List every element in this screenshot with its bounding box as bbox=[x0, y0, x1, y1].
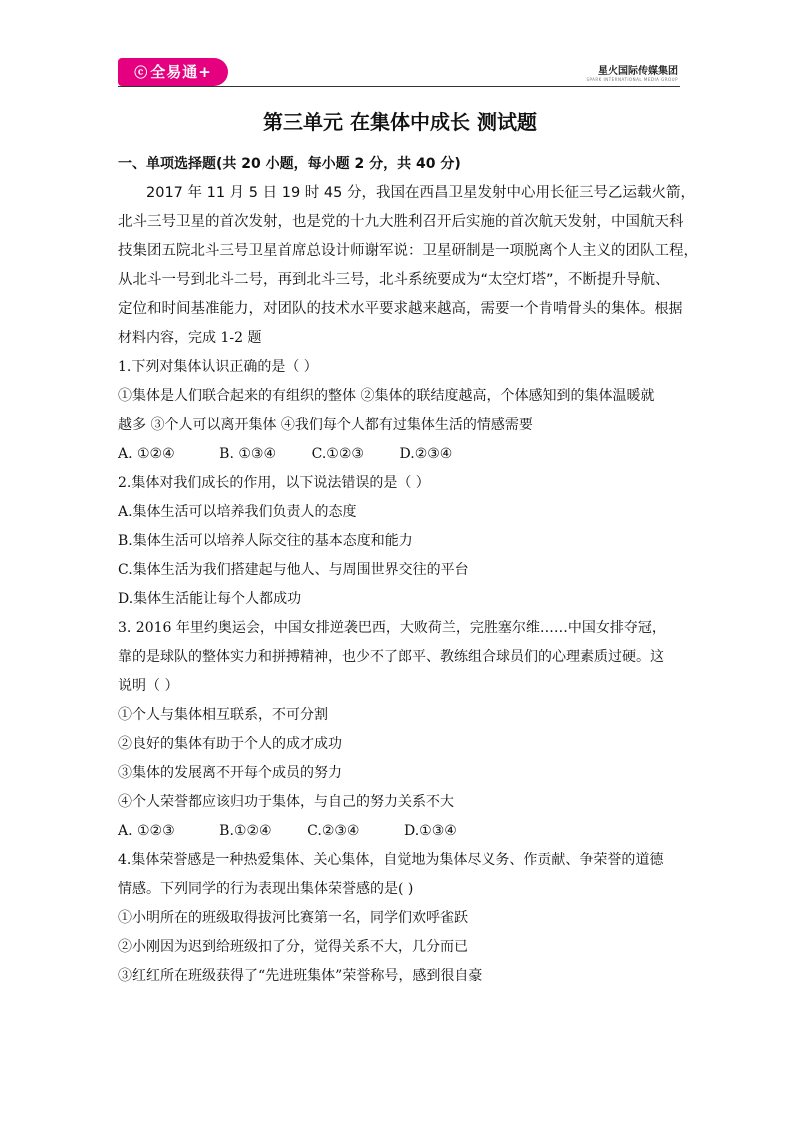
question-3-statement: ③集体的发展离不开每个成员的努力 bbox=[118, 765, 342, 781]
question-3-statement: ②良好的集体有助于个人的成才成功 bbox=[118, 736, 342, 752]
question-3-options: A. ①②③ B.①②④ C.②③④ D.①③④ bbox=[118, 823, 457, 839]
passage-line: 技集团五院北斗三号卫星首席总设计师谢军说：卫星研制是一项脱离个人主义的团队工程， bbox=[118, 243, 698, 259]
question-3-statement: ④个人荣誉都应该归功于集体，与自己的努力关系不大 bbox=[118, 794, 454, 810]
question-1-statements: ①集体是人们联合起来的有组织的整体 ②集体的联结度越高，个体感知到的集体温暖就 bbox=[118, 388, 655, 404]
passage-line-text: 定位和时间基准能力，对团队的技术水平要求越来越高，需要一个肯啃骨头的集体。 bbox=[118, 301, 655, 317]
page-header bbox=[0, 0, 800, 90]
passage-line-tail: 根据 bbox=[654, 301, 683, 317]
publisher-block bbox=[586, 62, 678, 82]
question-2-option-b: B.集体生活可以培养人际交往的基本态度和能力 bbox=[118, 533, 413, 549]
logo-swirl-icon: ⓒ bbox=[134, 66, 149, 81]
question-3: 3. 2016 年里约奥运会，中国女排逆袭巴西，大败荷兰，完胜塞尔维……中国女排夺冠， bbox=[118, 620, 666, 636]
question-2-option-c: C.集体生活为我们搭建起与他人、与周围世界交往的平台 bbox=[118, 562, 469, 578]
question-1-options: A. ①②④ B. ①③④ C.①②③ D.②③④ bbox=[118, 446, 453, 462]
document-body bbox=[118, 150, 698, 991]
question-4-statement: ①小明所在的班级取得拔河比赛第一名，同学们欢呼雀跃 bbox=[118, 910, 468, 926]
question-2-option-a: A.集体生活可以培养我们负责人的态度 bbox=[118, 504, 357, 520]
passage-line bbox=[118, 295, 684, 324]
question-2-option-d: D.集体生活能让每个人都成功 bbox=[118, 591, 302, 607]
question-4: 情感。下列同学的行为表现出集体荣誉感的是( ) bbox=[118, 881, 414, 897]
passage-line: 从北斗一号到北斗二号，再到北斗三号，北斗系统要成为“太空灯塔”，不断提升导航、 bbox=[118, 272, 670, 288]
question-1-statements: 越多 ③个人可以离开集体 ④我们每个人都有过集体生活的情感需要 bbox=[118, 417, 533, 433]
publisher-name: 星火国际传媒集团 bbox=[598, 66, 678, 77]
section-heading: 一、单项选择题(共 20 小题，每小题 2 分，共 40 分) bbox=[118, 156, 461, 172]
question-3: 靠的是球队的整体实力和拼搏精神，也少不了郎平、教练组合球员们的心理素质过硬。这 bbox=[118, 649, 664, 665]
question-4-statement: ③红红所在班级获得了“先进班集体”荣誉称号，感到很自豪 bbox=[118, 968, 483, 984]
logo-text: 全易通 bbox=[150, 63, 199, 81]
question-2: 2.集体对我们成长的作用，以下说法错误的是（ ） bbox=[118, 475, 430, 491]
question-3-statement: ①个人与集体相互联系，不可分割 bbox=[118, 707, 328, 723]
passage-line: 2017 年 11 月 5 日 19 时 45 分，我国在西昌卫星发射中心用长征三号乙运载火箭， bbox=[146, 185, 695, 201]
question-3: 说明（ ） bbox=[118, 678, 179, 694]
question-1: 1.下列对集体认识正确的是（ ） bbox=[118, 359, 318, 375]
question-4-statement: ②小刚因为迟到给班级扣了分，觉得关系不大，几分而已 bbox=[118, 939, 468, 955]
brand-logo bbox=[118, 58, 228, 86]
passage-line: 北斗三号卫星的首次发射，也是党的十九大胜利召开后实施的首次航天发射，中国航天科 bbox=[118, 214, 684, 230]
logo-plus: + bbox=[198, 63, 212, 81]
page-title: 第三单元 在集体中成长 测试题 bbox=[263, 110, 537, 134]
text-line: 材料内容，完成 1-2 题 bbox=[118, 330, 262, 346]
question-4: 4.集体荣誉感是一种热爱集体、关心集体，自觉地为集体尽义务、作贡献、争荣誉的道德 bbox=[118, 852, 664, 868]
publisher-name-en: SPARK INTERNATIONAL MEDIA GROUP bbox=[586, 77, 678, 82]
header-divider bbox=[118, 86, 680, 87]
